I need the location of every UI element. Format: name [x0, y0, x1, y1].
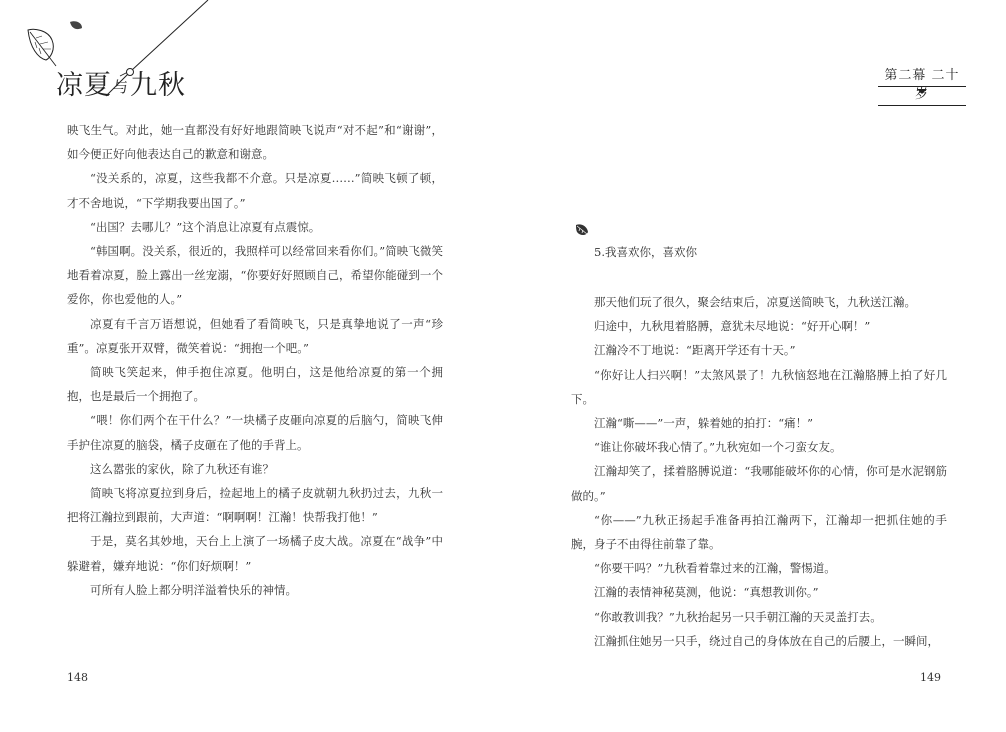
paragraph: 江瀚的表情神秘莫测，他说：“真想教训你。”: [594, 585, 819, 600]
chapter-label: 第二幕 二十岁: [878, 64, 966, 106]
paragraph: “出国？去哪儿？”这个消息让凉夏有点震惊。: [90, 219, 321, 234]
paragraph: 简映飞将凉夏拉到身后，捡起地上的橘子皮就朝九秋扔过去，九秋一把将江瀚拉到跟前，大声道：“啊啊啊！江瀚！快帮我打他！”: [67, 486, 443, 525]
paragraph: “你——”九秋正扬起手准备再拍江瀚两下，江瀚却一把抓住她的手腕，身子不由得往前靠了靠。: [571, 512, 947, 552]
right-page-body: [571, 290, 947, 653]
paragraph: 凉夏有千言万语想说，但她看了看简映飞，只是真挚地说了一声“珍重”。凉夏张开双臂，微笑着说：“拥抱一个吧。”: [67, 316, 443, 355]
paragraph: “没关系的，凉夏，这些我都不介意。只是凉夏……”简映飞顿了顿，才不舍地说，“下学期我要出国了。”: [67, 171, 443, 210]
paragraph: “你敢教训我？”九秋抬起另一只手朝江瀚的天灵盖打去。: [594, 609, 882, 624]
paragraph: “韩国啊。没关系，很近的，我照样可以经常回来看你们。”简映飞微笑地看着凉夏，脸上露出一丝宠溺，“你要好好照顾自己，希望你能碰到一个爱你，你也爱他的人。”: [67, 244, 443, 307]
paragraph: “你好让人扫兴啊！”太煞风景了！九秋恼怒地在江瀚胳膊上拍了好几下。: [571, 367, 947, 406]
paragraph: 简映飞笑起来，伸手抱住凉夏。他明白，这是他给凉夏的第一个拥抱，也是最后一个拥抱了。: [67, 365, 443, 404]
book-title-part2: 九秋: [130, 70, 187, 101]
book-title-part1: 凉夏: [56, 70, 112, 101]
paragraph: 江瀚冷不丁地说：“距离开学还有十天。”: [594, 343, 796, 358]
paragraph: 那天他们玩了很久，聚会结束后，凉夏送简映飞，九秋送江瀚。: [594, 295, 916, 309]
paragraph: 映飞生气。对此，她一直都没有好好地跟简映飞说声“对不起”和“谢谢”，如今便正好向他表达自己的歉意和谢意。: [67, 123, 443, 162]
paragraph: “谁让你破坏我心情了。”九秋宛如一个刁蛮女友。: [594, 440, 842, 455]
paragraph: 这么嚣张的家伙，除了九秋还有谁？: [90, 461, 274, 476]
page-number-left: 148: [67, 671, 88, 684]
leaf-icon: [574, 222, 590, 238]
book-title-conjunction: 与: [113, 78, 130, 96]
triangle-down-icon: [917, 89, 927, 94]
leaf-icon: [70, 21, 82, 29]
book-title: [56, 63, 186, 102]
paragraph: 归途中，九秋甩着胳膊，意犹未尽地说：“好开心啊！”: [594, 319, 871, 334]
page-number-right: 149: [920, 671, 941, 684]
section-heading: 5.我喜欢你，喜欢你: [594, 245, 697, 259]
paragraph: 江瀚抓住她另一只手，绕过自己的身体放在自己的后腰上，一瞬间，: [594, 633, 939, 648]
left-page-body: [67, 118, 443, 602]
paragraph: 于是，莫名其妙地，天台上上演了一场橘子皮大战。凉夏在“战争”中躲避着，嫌弃地说：“你们好烦啊！”: [67, 534, 443, 573]
paragraph: “你要干吗？”九秋看着靠过来的江瀚，警惕道。: [594, 561, 836, 576]
paragraph: 江瀚却笑了，揉着胳膊说道：“我哪能破坏你的心情，你可是水泥钢筋做的。”: [571, 464, 947, 503]
paragraph: “喂！你们两个在干什么？”一块橘子皮砸向凉夏的后脑勺，简映飞伸手护住凉夏的脑袋，橘子皮砸在了他的手背上。: [67, 413, 443, 452]
paragraph: 可所有人脸上都分明洋溢着快乐的神情。: [90, 582, 297, 597]
chapter-divider: [878, 86, 966, 87]
paragraph: 江瀚“嘶——”一声，躲着她的拍打：“痛！”: [594, 416, 814, 431]
leaf-icon: [28, 29, 56, 66]
